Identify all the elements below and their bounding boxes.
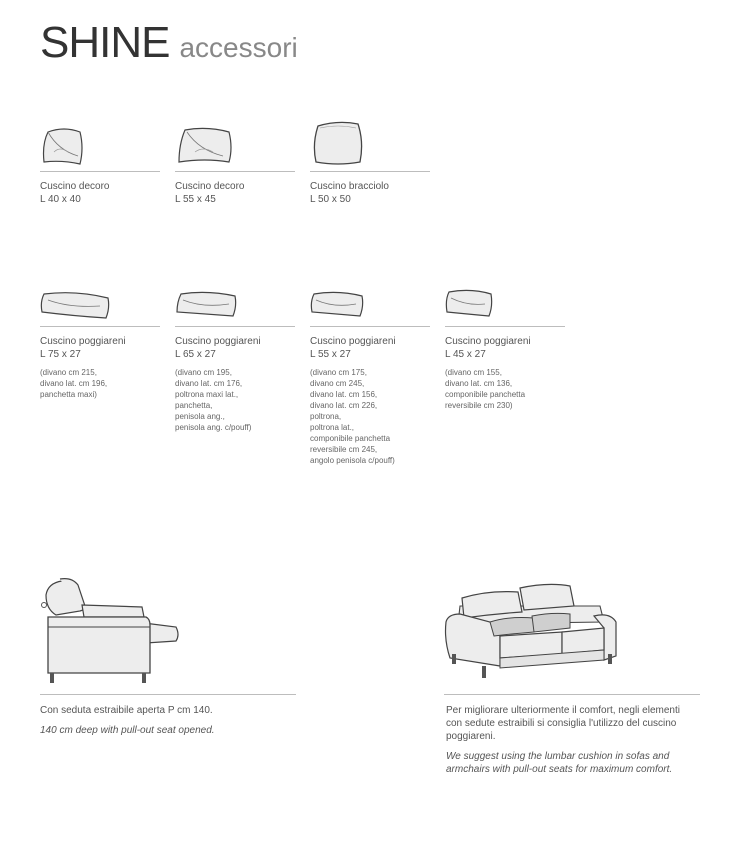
- lumbar-cushion-illustration: [40, 290, 112, 320]
- accessory-caption: [175, 172, 295, 206]
- page-subtitle: accessori: [179, 32, 298, 63]
- lumbar-cushion-illustration: [445, 288, 495, 320]
- note-italian-line: con sedute estraibili si consiglia l'utilizzo del cuscino: [446, 718, 677, 729]
- accessory-name: Cuscino poggiareni: [445, 336, 531, 347]
- accessory-name: Cuscino decoro: [175, 181, 245, 192]
- note-line: (divano cm 215,: [40, 368, 97, 377]
- note-line: divano cm 245,: [310, 379, 365, 388]
- decor-cushion-small-illustration: [40, 126, 90, 168]
- lumbar-cushion-illustration: [310, 290, 366, 320]
- note-line: poltrona maxi lat.,: [175, 390, 239, 399]
- accessory-decor-cushion-40: [40, 126, 160, 168]
- divider: [444, 694, 700, 695]
- note-line: divano lat. cm 226,: [310, 401, 378, 410]
- accessory-size: L 55 x 27: [310, 349, 351, 360]
- accessory-size: L 55 x 45: [175, 194, 216, 205]
- sofa-side-view-illustration: [36, 575, 196, 687]
- note-italian: Con seduta estraibile aperta P cm 140.: [40, 705, 213, 716]
- note-line: reversibile cm 230): [445, 401, 513, 410]
- accessory-size: L 40 x 40: [40, 194, 81, 205]
- accessory-compatibility: [310, 367, 430, 466]
- note-line: poltrona lat.,: [310, 423, 355, 432]
- note-line: (divano cm 195,: [175, 368, 232, 377]
- note-italian-line: Per migliorare ulteriormente il comfort, negli elementi: [446, 705, 680, 716]
- accessory-decor-cushion-55: [175, 126, 295, 168]
- accessory-size: L 65 x 27: [175, 349, 216, 360]
- note-line: panchetta,: [175, 401, 213, 410]
- sofa-with-lumbar-cushions-illustration: [444, 578, 624, 682]
- accessory-caption: [175, 327, 295, 433]
- accessory-name: Cuscino poggiareni: [175, 336, 261, 347]
- note-line: penisola ang. c/pouff): [175, 423, 252, 432]
- note-line: reversibile cm 245,: [310, 445, 378, 454]
- note-line: penisola ang.,: [175, 412, 225, 421]
- note-line: divano lat. cm 136,: [445, 379, 513, 388]
- accessory-size: L 50 x 50: [310, 194, 351, 205]
- note-line: poltrona,: [310, 412, 342, 421]
- armrest-cushion-illustration: [310, 120, 366, 168]
- accessory-name: Cuscino poggiareni: [40, 336, 126, 347]
- note-line: divano lat. cm 196,: [40, 379, 108, 388]
- accessory-caption: [40, 327, 160, 400]
- lumbar-cushion-illustration: [175, 290, 239, 320]
- page-title: [40, 18, 298, 68]
- accessory-size: L 75 x 27: [40, 349, 81, 360]
- note-line: componibile panchetta: [445, 390, 526, 399]
- note-english-line: We suggest using the lumbar cushion in sofas and: [446, 751, 670, 762]
- divider: [40, 694, 296, 695]
- accessory-size: L 45 x 27: [445, 349, 486, 360]
- accessory-name: Cuscino bracciolo: [310, 181, 389, 192]
- accessory-armrest-cushion: [310, 120, 430, 168]
- brand-name: SHINE: [40, 18, 170, 67]
- accessory-compatibility: [445, 367, 565, 411]
- accessory-compatibility: [175, 367, 295, 433]
- accessory-lumbar-cushion-45: [445, 288, 565, 320]
- accessory-caption: [40, 172, 160, 206]
- accessory-lumbar-cushion-65: [175, 290, 295, 320]
- note-english-line: armchairs with pull-out seats for maximum comfort.: [446, 764, 673, 775]
- note-line: divano lat. cm 176,: [175, 379, 243, 388]
- pull-out-seat-note: [40, 704, 300, 737]
- accessory-caption: [310, 327, 430, 466]
- accessory-caption: [445, 327, 565, 411]
- note-line: componibile panchetta: [310, 434, 391, 443]
- accessory-name: Cuscino decoro: [40, 181, 110, 192]
- lumbar-cushion-note: [446, 704, 716, 776]
- note-line: divano lat. cm 156,: [310, 390, 378, 399]
- accessory-lumbar-cushion-55: [310, 290, 430, 320]
- note-line: angolo penisola c/pouff): [310, 456, 395, 465]
- note-line: (divano cm 175,: [310, 368, 367, 377]
- decor-cushion-large-illustration: [175, 126, 237, 168]
- note-line: panchetta maxi): [40, 390, 97, 399]
- accessory-compatibility: [40, 367, 160, 400]
- accessory-lumbar-cushion-75: [40, 290, 160, 320]
- note-italian-line: poggiareni.: [446, 731, 496, 742]
- accessory-name: Cuscino poggiareni: [310, 336, 396, 347]
- note-english: 140 cm deep with pull-out seat opened.: [40, 725, 215, 736]
- accessory-caption: [310, 172, 430, 206]
- note-line: (divano cm 155,: [445, 368, 502, 377]
